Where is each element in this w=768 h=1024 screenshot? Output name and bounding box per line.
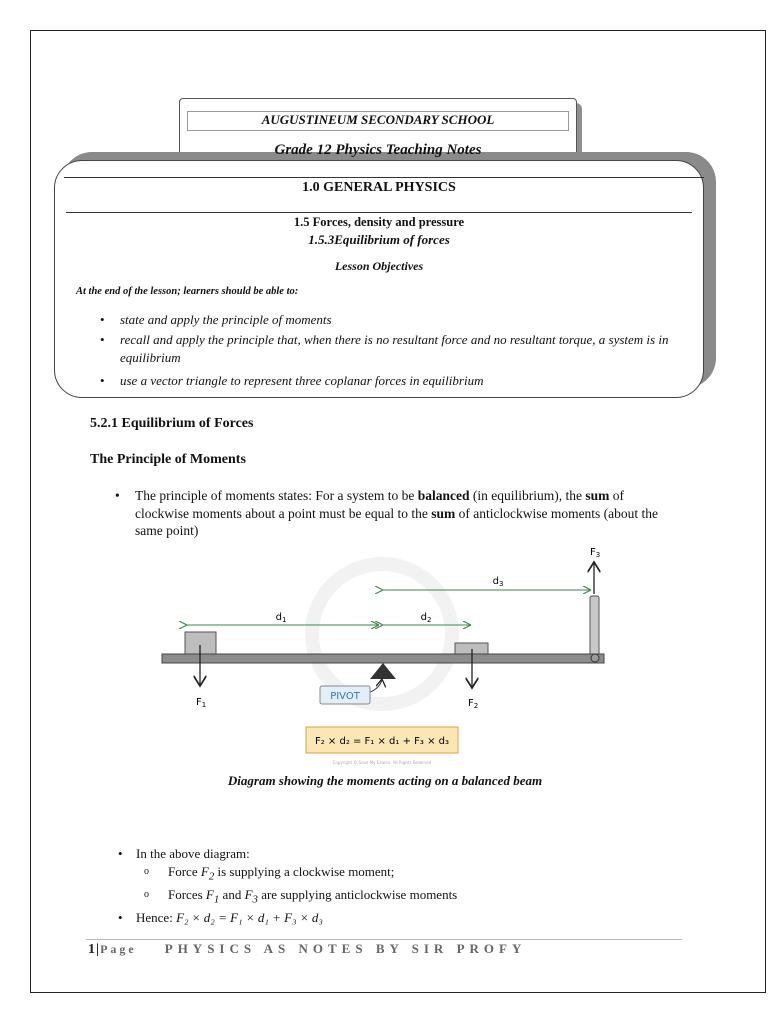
objective-item: • state and apply the principle of moments [100, 311, 690, 329]
panel-rule-top [64, 177, 704, 178]
objectives-list [100, 311, 690, 392]
copyright-text: Copyright © Save My Exams. All Rights Reserved [332, 760, 432, 765]
bullet-icon: • [115, 488, 120, 503]
subsubtopic-title: 1.5.3Equilibrium of forces [308, 232, 450, 247]
hollow-bullet-icon: o [144, 865, 149, 877]
footer-notes: PHYSICS AS NOTES BY SIR PROFY [164, 941, 527, 956]
grade-title: Grade 12 Physics Teaching Notes [274, 142, 482, 158]
subtopic-title: 1.5 Forces, density and pressure [293, 215, 465, 229]
section-title: 5.2.1 Equilibrium of Forces [90, 416, 254, 431]
rod-joint [591, 654, 599, 662]
principle-statement: • The principle of moments states: For a system to be balanced (in equilibrium), the sum of clockwise moments about a point must be equal to the sum of anticlockwise moments (about the same point) [115, 488, 659, 538]
f2-label: $F_2$ [468, 698, 479, 710]
objectives-heading: Lesson Objectives [334, 259, 424, 273]
page-number: 1 [88, 942, 96, 957]
watermark-icon [312, 564, 452, 704]
panel-rule-bottom [66, 212, 692, 213]
objective-item: • recall and apply the principle that, when there is no resultant force and no resultant torque, a system is in equilibrium [100, 331, 690, 367]
pivot-label: PIVOT [330, 691, 360, 702]
pivot-triangle [370, 663, 396, 679]
page-footer: 1|Page PHYSICS AS NOTES BY SIR PROFY [88, 941, 527, 957]
f1-label: $F_1$ [196, 697, 207, 709]
explanation-list [118, 845, 678, 926]
page-word: Page [100, 942, 137, 956]
principle-title: The Principle of Moments [90, 452, 246, 467]
diagram-caption: Diagram showing the moments acting on a balanced beam [227, 773, 543, 788]
list-item: • In the above diagram: [118, 846, 250, 861]
list-item: • Hence: F₂ × d₂ = F₁ × d₁ + F₃ × d₃ [118, 909, 323, 925]
topic-title: 1.0 GENERAL PHYSICS [302, 180, 456, 195]
list-item: o Forces $F_1$ and $F_3$ are supplying anticlockwise moments [144, 886, 458, 906]
rod [590, 596, 599, 658]
objective-item: • use a vector triangle to represent three coplanar forces in equilibrium [100, 372, 690, 390]
f3-label: $F_3$ [590, 547, 601, 559]
d1-label: $d_1$ [275, 612, 287, 624]
bullet-icon: • [118, 846, 123, 861]
bullet-icon: • [118, 909, 123, 925]
beam [162, 654, 604, 663]
hollow-bullet-icon: o [144, 888, 149, 900]
equation-label: F₂ × d₂ = F₁ × d₁ + F₃ × d₃ [314, 736, 450, 747]
d3-label: $d_3$ [492, 576, 504, 588]
d2-label: $d_2$ [420, 612, 432, 624]
objectives-intro: At the end of the lesson; learners should be able to: [76, 286, 299, 297]
footer-rule [86, 939, 682, 940]
balanced-beam-diagram [150, 542, 620, 770]
school-name: AUGUSTINEUM SECONDARY SCHOOL [261, 112, 495, 127]
list-item: o Force $F_2$ is supplying a clockwise moment; [144, 863, 395, 883]
